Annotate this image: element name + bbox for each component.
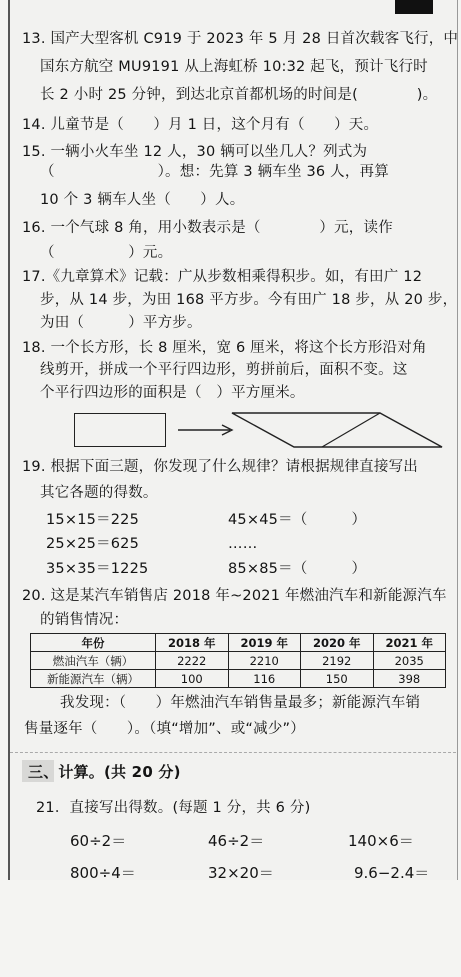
q20-finding-1: 我发现：（ ）年燃油汽车销售量最多；新能源汽车销 (60, 695, 421, 711)
table-cell: 2035 (373, 652, 446, 670)
q18-line-3: 个平行四边形的面积是（ ）平方厘米。 (40, 385, 305, 401)
calc-item-3: 140×6＝ (348, 832, 414, 850)
sales-table (30, 633, 446, 688)
table-cell: 2210 (228, 652, 301, 670)
q15-line-1: 15. 一辆小火车坐 12 人，30 辆可以坐几人？列式为 (22, 144, 368, 160)
parallelogram-figure (232, 413, 442, 447)
q17-line-3: 为田（ ）平方步。 (40, 315, 202, 331)
q20-line-2: 的销售情况： (40, 612, 129, 628)
q20-line-1: 20. 这是某汽车销售店 2018 年~2021 年燃油汽车和新能源汽车 (22, 588, 447, 604)
q18-line-1: 18. 一个长方形，长 8 厘米，宽 6 厘米，将这个长方形沿对角 (22, 340, 427, 356)
table-cell: 100 (156, 670, 229, 688)
calc-item-4: 800÷4＝ (70, 864, 136, 882)
q21-title: 21．直接写出得数。(每题 1 分，共 6 分) (36, 800, 311, 816)
table-cell: 398 (373, 670, 446, 688)
section-3-title: 三、计算。(共 20 分) (28, 763, 181, 781)
q17-line-2: 步，从 14 步，为田 168 平方步。今有田广 18 步，从 20 步， (40, 292, 458, 308)
q19-ellipsis: …… (228, 536, 258, 552)
row-label-new-energy: 新能源汽车（辆） (31, 670, 156, 688)
transform-figure (170, 405, 452, 455)
q13-line-2: 国东方航空 MU9191 从上海虹桥 10:32 起飞，预计飞行时 (40, 59, 428, 75)
header-year: 年份 (31, 634, 156, 652)
table-cell: 150 (301, 670, 374, 688)
header-2021: 2021 年 (373, 634, 446, 652)
q13-line-3: 长 2 小时 25 分钟，到达北京首都机场的时间是( )。 (40, 87, 438, 103)
q16-line-2: （ ）元。 (40, 245, 173, 261)
row-label-fuel: 燃油汽车（辆） (31, 652, 156, 670)
table-cell: 2222 (156, 652, 229, 670)
q14-line-1: 14. 儿童节是（ ）月 1 日，这个月有（ ）天。 (22, 117, 379, 133)
table-row (31, 670, 446, 688)
header-2020: 2020 年 (301, 634, 374, 652)
calc-item-5: 32×20＝ (208, 864, 274, 882)
calc-item-1: 60÷2＝ (70, 832, 127, 850)
table-header-row (31, 634, 446, 652)
q19-line-1: 19. 根据下面三题，你发现了什么规律？请根据规律直接写出 (22, 459, 418, 475)
section-divider (10, 752, 456, 753)
q16-line-1: 16. 一个气球 8 角，用小数表示是（ ）元，读作 (22, 220, 393, 236)
q19-line-2: 其它各题的得数。 (40, 485, 158, 501)
q19-equation-5: 35×35＝1225 (46, 561, 149, 577)
q19-equation-2: 45×45＝（ ） (228, 512, 367, 528)
header-2019: 2019 年 (228, 634, 301, 652)
table-cell: 2192 (301, 652, 374, 670)
q15-line-2: （ ）。想：先算 3 辆车坐 36 人，再算 (40, 164, 389, 180)
rectangle-figure (74, 413, 166, 447)
table-cell: 116 (228, 670, 301, 688)
calc-item-2: 46÷2＝ (208, 832, 265, 850)
diagonal-cut-line (322, 413, 380, 447)
q19-equation-3: 25×25＝625 (46, 536, 140, 552)
q19-equation-1: 15×15＝225 (46, 512, 140, 528)
q15-line-3: 10 个 3 辆车人坐（ ）人。 (40, 192, 245, 208)
q19-equation-6: 85×85＝（ ） (228, 561, 367, 577)
black-corner-mark (395, 0, 433, 14)
q17-line-1: 17.《九章算术》记载：广从步数相乘得积步。如，有田广 12 (22, 269, 423, 285)
calc-item-6: 9.6−2.4＝ (354, 864, 430, 882)
q20-finding-2: 售量逐年（ ）。（填“增加”、或“减少”） (24, 721, 305, 737)
q13-line-1: 13. 国产大型客机 C919 于 2023 年 5 月 28 日首次载客飞行，中 (22, 31, 459, 47)
table-row (31, 652, 446, 670)
header-2018: 2018 年 (156, 634, 229, 652)
q18-line-2: 线剪开，拼成一个平行四边形，剪拼前后，面积不变。这 (40, 362, 408, 378)
